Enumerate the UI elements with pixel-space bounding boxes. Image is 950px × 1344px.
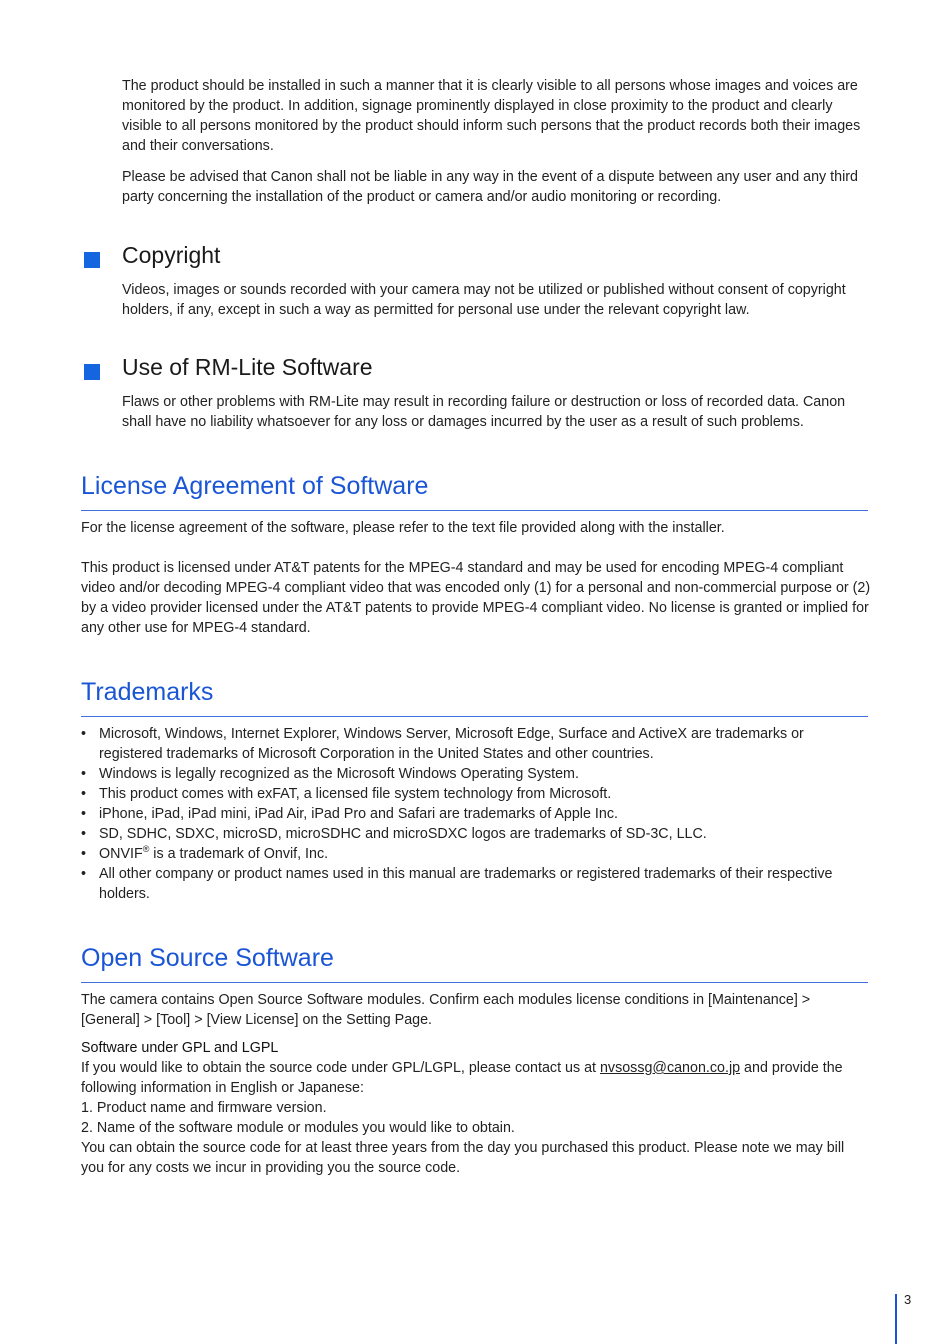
page-number-rule [895,1294,897,1344]
list-item: • Windows is legally recognized as the Microsoft Windows Operating System. [81,766,579,782]
list-item: • Microsoft, Windows, Internet Explorer, Windows Server, Microsoft Edge, Surface and ActiveX are trademarks or registered trademarks of Microsoft Corporation in the United States and other countries. [81,726,804,762]
list-item: • This product comes with exFAT, a licensed file system technology from Microsoft. [81,786,612,802]
oss-paragraph-1: The camera contains Open Source Software modules. Confirm each modules license conditions in [Maintenance] > [General] > [Tool] > [View License] on the Setting Page. [81,992,811,1028]
blue-square-icon [84,252,100,268]
list-item: • ONVIF® is a trademark of Onvif, Inc. [81,844,329,862]
trademarks-heading-text: Trademarks [81,678,214,706]
gpl-section [81,1038,871,1178]
email-link[interactable]: nvsossg@canon.co.jp [599,1060,741,1076]
copyright-body: Videos, images or sounds recorded with your camera may not be utilized or published without consent of copyright holders, if any, except in such a way as permitted for personal use under the relevant copyright law. [122,282,846,318]
rmlite-body: Flaws or other problems with RM-Lite may result in recording failure or destruction or loss of recorded data. Canon shall have no liability whatsoever for any loss or damages incurred by the user as a result of such problems. [122,394,846,430]
copyright-heading-text: Copyright [122,242,221,268]
gpl-closing: You can obtain the source code for at least three years from the day you purchased this product. Please note we may bill you for any costs we incur in providing you the source code. [81,1140,845,1176]
license-paragraph-1: For the license agreement of the software, please refer to the text file provided along with the installer. [81,520,725,536]
trademarks-section-heading [81,678,868,717]
gpl-contact-paragraph: If you would like to obtain the source code under GPL/LGPL, please contact us at nvsossg@canon.co.jp and provide the following information in English or Japanese: [81,1060,843,1096]
intro-paragraph-1: The product should be installed in such a manner that it is clearly visible to all persons whose images and voices are monitored by the product. In addition, signage prominently displayed in close proximity to the product and clearly visible to all persons monitored by the product should inform such persons that the product records both their images and their conversations. [122,78,861,154]
list-item: • SD, SDHC, SDXC, microSD, microSDHC and microSDXC logos are trademarks of SD-3C, LLC. [81,826,707,842]
blue-square-icon [84,364,100,380]
trademarks-list [81,724,871,904]
license-heading-text: License Agreement of Software [81,472,429,500]
list-item: • iPhone, iPad, iPad mini, iPad Air, iPad Pro and Safari are trademarks of Apple Inc. [81,806,618,822]
gpl-item-1: 1. Product name and firmware version. [81,1100,327,1116]
oss-section-heading [81,944,868,983]
gpl-subheading: Software under GPL and LGPL [81,1040,279,1056]
rmlite-heading-text: Use of RM-Lite Software [122,354,373,380]
list-item: • All other company or product names used in this manual are trademarks or registered trademarks of their respective holders. [81,866,833,902]
license-paragraph-2: This product is licensed under AT&T patents for the MPEG-4 standard and may be used for encoding MPEG-4 compliant video and/or decoding MPEG-4 compliant video that was encoded only (1) for a personal and non-commercial purpose or (2) by a video provider licensed under the AT&T patents to provide MPEG-4 compliant video. No license is granted or implied for any other use for MPEG-4 standard. [81,560,871,636]
intro-paragraph-2: Please be advised that Canon shall not be liable in any way in the event of a dispute between any user and any third party concerning the installation of the product or camera and/or audio monitoring or recording. [122,169,858,205]
license-section-heading [81,472,868,511]
oss-heading-text: Open Source Software [81,944,334,972]
page-number: 3 [904,1292,912,1307]
gpl-item-2: 2. Name of the software module or modules you would like to obtain. [81,1120,515,1136]
